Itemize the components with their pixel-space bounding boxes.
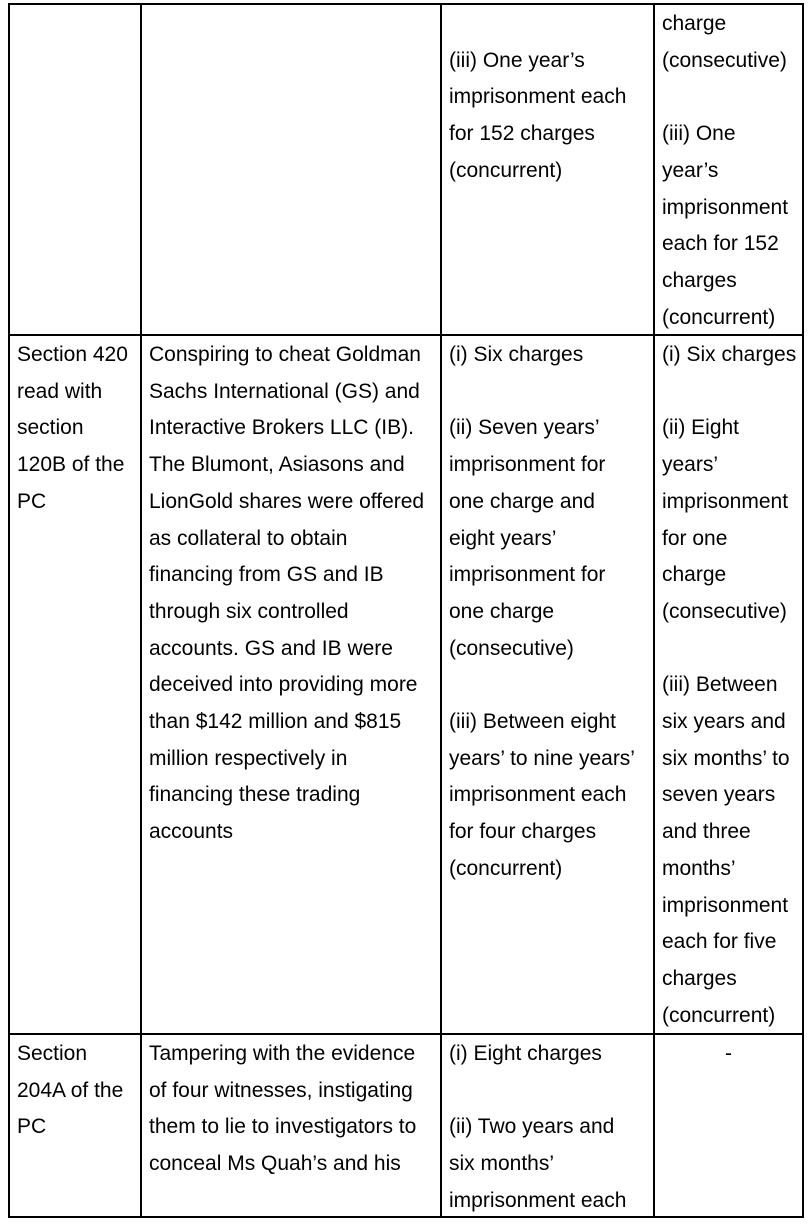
text-line: read with <box>17 379 103 403</box>
table-cell-r1c4 <box>655 5 802 336</box>
text-line: deceived into providing more <box>149 673 418 697</box>
text-line: one charge and <box>449 489 595 513</box>
text-line: (concurrent) <box>662 305 776 329</box>
text-line: than $142 million and $815 <box>149 710 402 734</box>
text-line: section <box>17 416 84 440</box>
text-line: Section <box>17 1042 88 1065</box>
table-cell-r1c3 <box>442 5 655 336</box>
text-line: (iii) Between <box>662 673 778 697</box>
text-line: conceal Ms Quah’s and his <box>149 1152 401 1176</box>
text-line: of four witnesses, instigating <box>149 1078 413 1102</box>
table-cell-r3c3 <box>442 1035 655 1216</box>
text-line: each for five <box>662 930 777 954</box>
text-line: (concurrent) <box>449 856 563 880</box>
text-line: months’ <box>662 856 736 880</box>
text-line: six years and <box>662 710 786 734</box>
table-cell-r3c2 <box>142 1035 442 1216</box>
text-line: (i) Six charges <box>449 343 584 366</box>
text-line: charges <box>662 966 737 990</box>
text-line: years’ <box>662 453 719 477</box>
table-cell-r2c1 <box>10 336 142 1035</box>
text-line: (iii) Between eight <box>449 710 616 734</box>
text-line: Conspiring to cheat Goldman <box>149 343 421 366</box>
text-line: LionGold shares were offered <box>149 489 425 513</box>
text-line: - <box>725 1042 732 1065</box>
text-line: (i) Six charges <box>662 343 797 366</box>
text-line <box>449 667 646 704</box>
table-cell-r1c1 <box>10 5 142 336</box>
text-line: imprisonment for <box>449 453 606 477</box>
text-line: Section 420 <box>17 343 128 366</box>
text-line: (i) Eight charges <box>449 1042 602 1065</box>
text-line: seven years <box>662 783 776 807</box>
text-line: one charge <box>449 599 555 623</box>
text-line: for 152 charges <box>449 122 595 146</box>
text-line: Tampering with the evidence <box>149 1042 416 1065</box>
text-line: imprisonment for <box>449 563 606 587</box>
text-line: (concurrent) <box>449 158 563 182</box>
text-line: six months’ to <box>662 746 790 770</box>
text-line: The Blumont, Asiasons and <box>149 453 405 477</box>
text-line: imprisonment each <box>449 783 627 807</box>
table-cell-r3c4 <box>655 1035 802 1216</box>
text-line: through six controlled <box>149 599 349 623</box>
text-line: Interactive Brokers LLC (IB). <box>149 416 414 440</box>
text-line: them to lie to investigators to <box>149 1115 417 1139</box>
sentencing-table <box>8 3 804 1218</box>
text-line: million respectively in <box>149 746 348 770</box>
text-line: year’s <box>662 158 719 182</box>
text-line: financing from GS and IB <box>149 563 384 587</box>
text-line: imprisonment each <box>449 85 627 109</box>
table-cell-r1c2 <box>142 5 442 336</box>
text-line <box>662 79 795 116</box>
text-line <box>449 6 646 43</box>
text-line: charge <box>662 12 727 35</box>
text-line: for one <box>662 526 728 550</box>
text-line: financing these trading <box>149 783 361 807</box>
text-line: (consecutive) <box>449 636 574 660</box>
text-line: years’ to nine years’ <box>449 746 635 770</box>
text-line: imprisonment each <box>449 1188 627 1212</box>
text-line: (concurrent) <box>662 1003 776 1027</box>
text-line: (ii) Seven years’ <box>449 416 600 440</box>
text-line: charge <box>662 563 727 587</box>
text-line <box>662 374 795 411</box>
text-line: as collateral to obtain <box>149 526 348 550</box>
text-line: imprisonment <box>662 489 789 513</box>
text-line: Sachs International (GS) and <box>149 379 420 403</box>
text-line <box>662 631 795 668</box>
text-line: accounts <box>149 820 234 844</box>
text-line <box>449 1073 646 1110</box>
text-line: for four charges <box>449 820 597 844</box>
text-line <box>449 374 646 411</box>
text-line: eight years’ <box>449 526 557 550</box>
table-cell-r2c4 <box>655 336 802 1035</box>
text-line: (consecutive) <box>662 599 787 623</box>
table-cell-r2c2 <box>142 336 442 1035</box>
text-line: PC <box>17 489 47 513</box>
text-line: 204A of the <box>17 1078 124 1102</box>
text-line: six months’ <box>449 1152 555 1176</box>
table-cell-r2c3 <box>442 336 655 1035</box>
text-line: PC <box>17 1115 47 1139</box>
text-line: accounts. GS and IB were <box>149 636 393 660</box>
table-cell-r3c1 <box>10 1035 142 1216</box>
text-line: (iii) One <box>662 122 736 146</box>
text-line: imprisonment <box>662 195 789 219</box>
text-line: charges <box>662 268 737 292</box>
text-line: each for 152 <box>662 232 779 256</box>
text-line: (consecutive) <box>662 48 787 72</box>
text-line: (ii) Two years and <box>449 1115 615 1139</box>
text-line: (ii) Eight <box>662 416 740 440</box>
text-line: imprisonment <box>662 893 789 917</box>
text-line: 120B of the <box>17 453 125 477</box>
text-line: and three <box>662 820 751 844</box>
text-line: (iii) One year’s <box>449 48 585 72</box>
